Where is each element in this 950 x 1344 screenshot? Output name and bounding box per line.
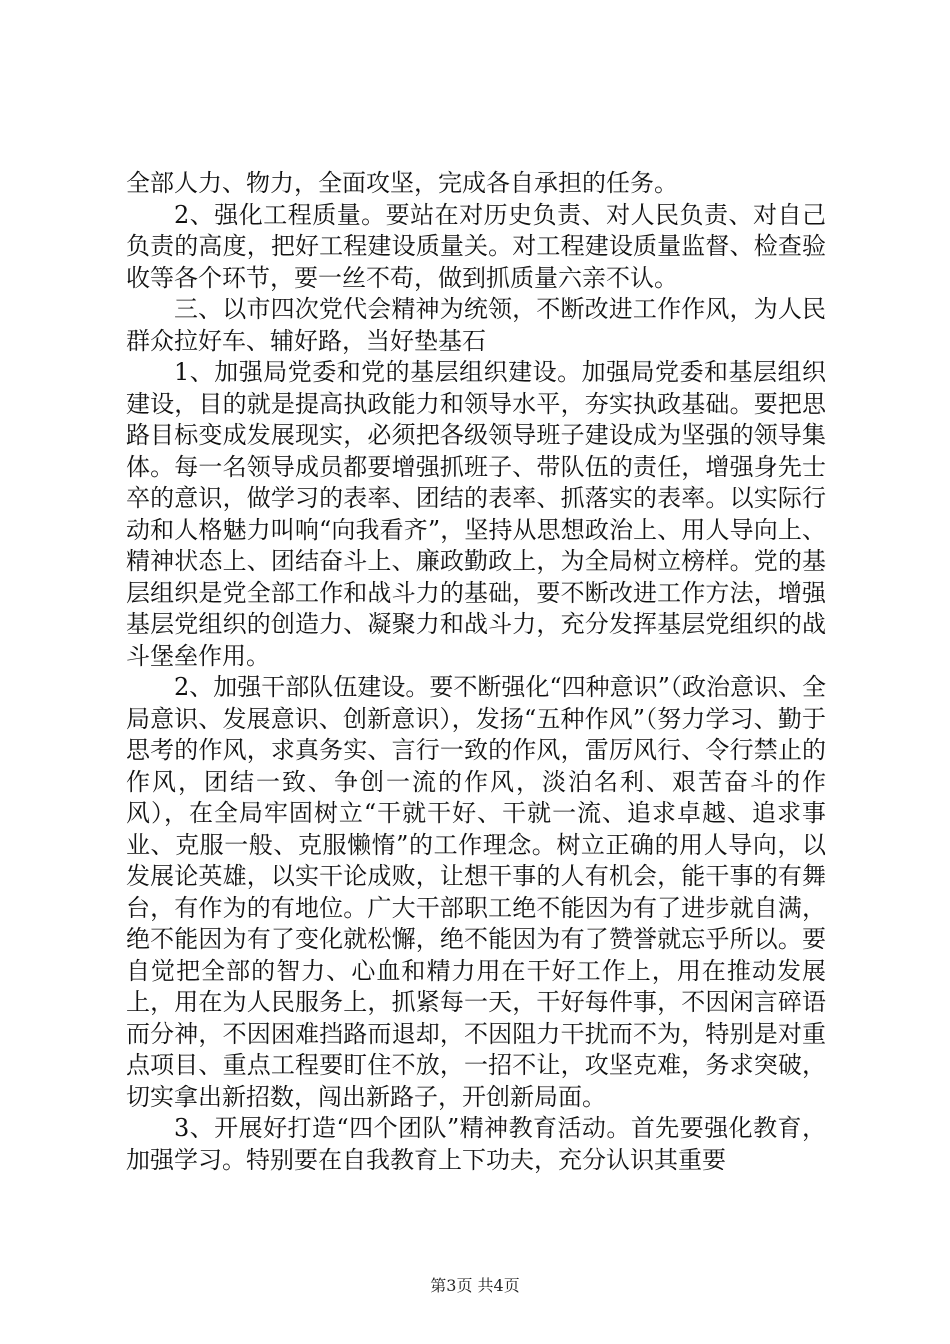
- paragraph-four-teams: 3、开展好打造“四个团队”精神教育活动。首先要强化教育，加强学习。特别要在自我教育上下功夫，充分认识其重要: [126, 1114, 826, 1174]
- body-text: [126, 168, 826, 1176]
- paragraph-party-committee: 1、加强局党委和党的基层组织建设。加强局党委和基层组织建设，目的就是提高执政能力和领导水平，夯实执政基础。要把思路目标变成发展现实，必须把各级领导班子建设成为坚强的领导集体。每一名领导成员都要增强抓班子、带队伍的责任，增强身先士卒的意识，做学习的表率、团结的表率、抓落实的表率。以实际行动和人格魅力叫响“向我看齐”，坚持从思想政治上、用人导向上、精神状态上、团结奋斗上、廉政勤政上，为全局树立榜样。党的基层组织是党全部工作和战斗力的基础，要不断改进工作方法，增强基层党组织的创造力、凝聚力和战斗力，充分发挥基层党组织的战斗堡垒作用。: [126, 358, 826, 670]
- paragraph-cadre-team: 2、加强干部队伍建设。要不断强化“四种意识”（政治意识、全局意识、发展意识、创新意识），发扬“五种作风”（努力学习、勤于思考的作风，求真务实、言行一致的作风，雷厉风行、令行禁止的作风，团结一致、争创一流的作风，淡泊名利、艰苦奋斗的作风），在全局牢固树立“干就干好、干就一流、追求卓越、追求事业、克服一般、克服懒惰”的工作理念。树立正确的用人导向，以发展论英雄，以实干论成败，让想干事的人有机会，能干事的有舞台，有作为的有地位。广大干部职工绝不能因为有了进步就自满，绝不能因为有了变化就松懈，绝不能因为有了赞誉就忘乎所以。要自觉把全部的智力、心血和精力用在干好工作上，用在推动发展上，用在为人民服务上，抓紧每一天，干好每件事，不因闲言碎语而分神，不因困难挡路而退却，不因阻力干扰而不为，特别是对重点项目、重点工程要盯住不放，一招不让，攻坚克难，务求突破，切实拿出新招数，闯出新路子，开创新局面。: [126, 673, 826, 1111]
- paragraph-continuation: 全部人力、物力，全面攻坚，完成各自承担的任务。: [126, 169, 678, 197]
- page-footer: 第3页 共4页: [430, 1276, 520, 1295]
- section-heading-three: 三、以市四次党代会精神为统领，不断改进工作作风，为人民群众拉好车、辅好路，当好垫基石: [126, 295, 826, 355]
- paragraph-engineering-quality: 2、强化工程质量。要站在对历史负责、对人民负责、对自己负责的高度，把好工程建设质量关。对工程建设质量监督、检查验收等各个环节，要一丝不苟，做到抓质量六亲不认。: [126, 200, 826, 292]
